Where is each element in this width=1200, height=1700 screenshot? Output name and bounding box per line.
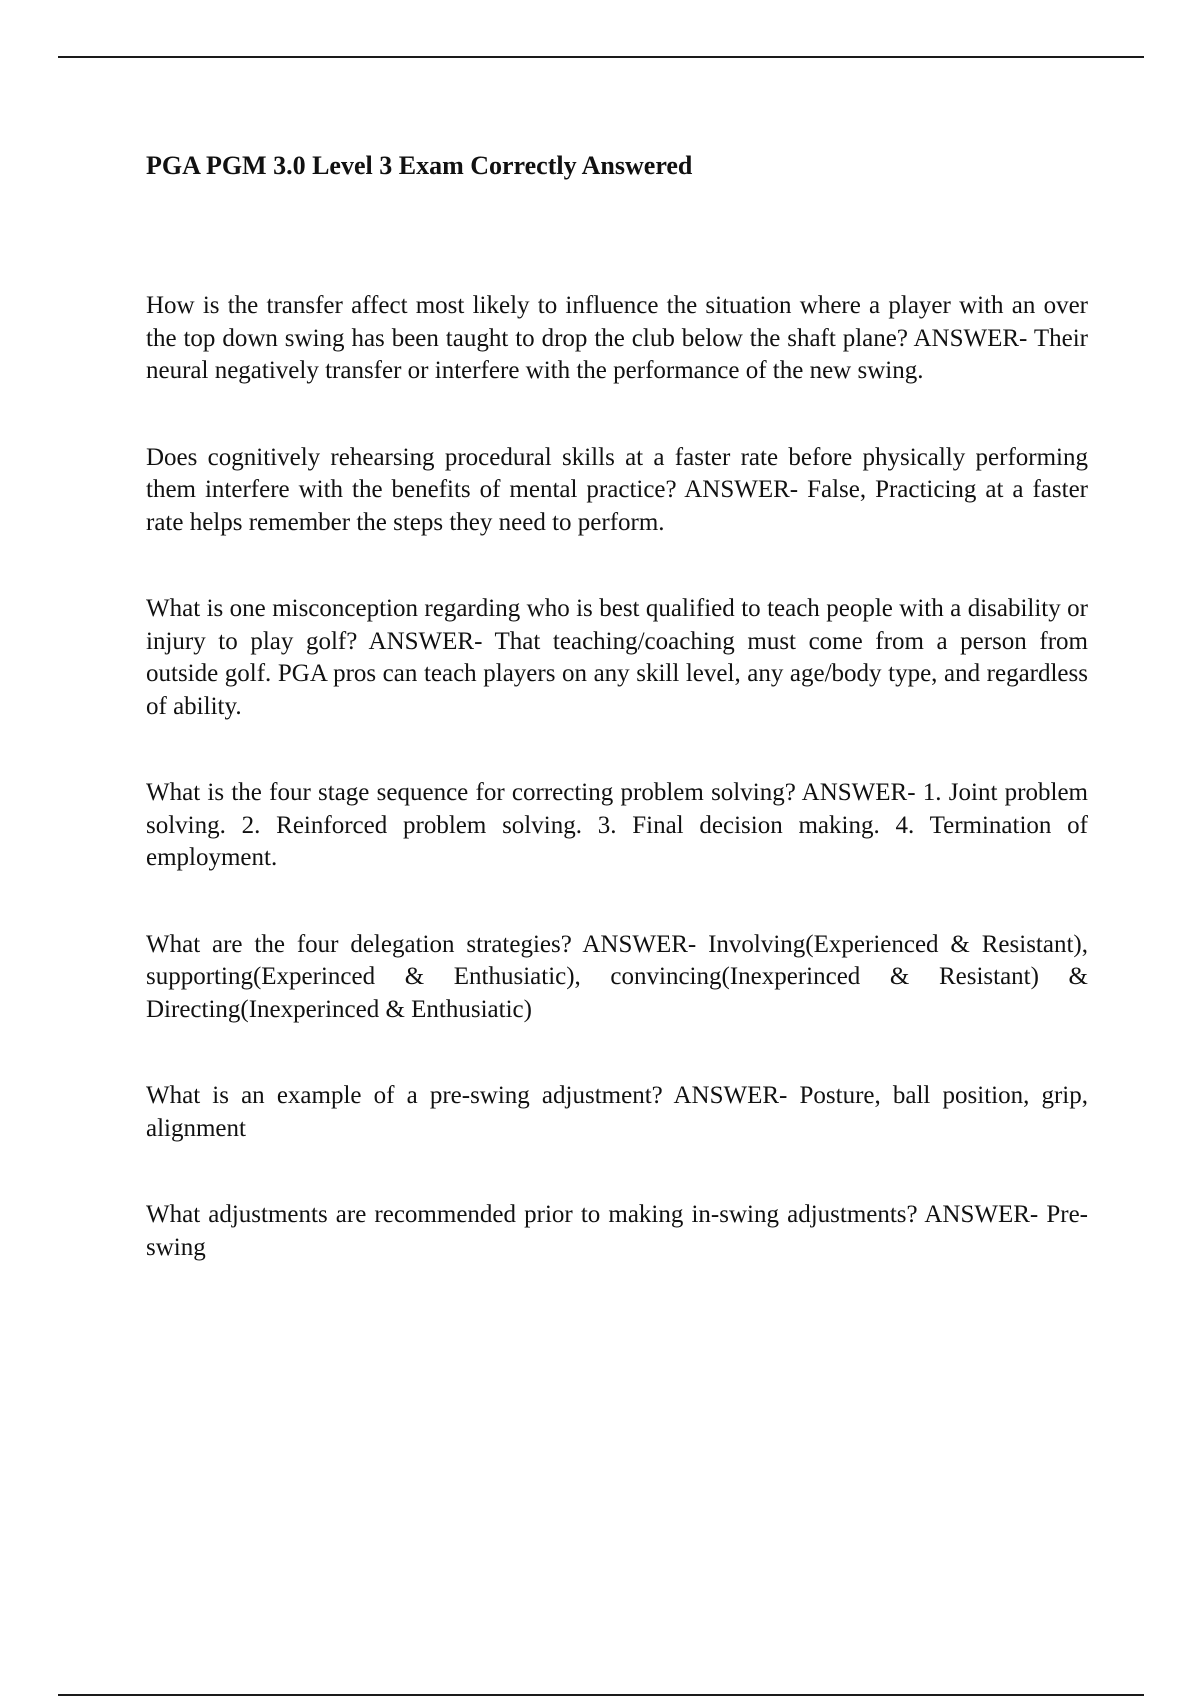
qa-item: Does cognitively rehearsing procedural skills at a faster rate before physically performing them interfere with the benefits of mental practice? ANSWER- False, Practicing at a faster rate helps remember the steps they need to perform. xyxy=(146,443,1088,536)
qa-item: What is an example of a pre-swing adjustment? ANSWER- Posture, ball position, grip, alignment xyxy=(146,1082,1088,1142)
header-rule xyxy=(58,56,1144,58)
qa-item: What adjustments are recommended prior to making in-swing adjustments? ANSWER- Pre-swing xyxy=(146,1201,1088,1261)
document-title: PGA PGM 3.0 Level 3 Exam Correctly Answered xyxy=(146,151,693,180)
qa-item: How is the transfer affect most likely to influence the situation where a player with an over the top down swing has been taught to drop the club below the shaft plane? ANSWER- Their neural negatively transfer or interfere with the performance of the new swing. xyxy=(146,292,1088,384)
qa-item: What is the four stage sequence for correcting problem solving? ANSWER- 1. Joint problem solving. 2. Reinforced problem solving. 3. Final decision making. 4. Termination of employment. xyxy=(146,779,1088,871)
footer-rule xyxy=(58,1694,1144,1696)
qa-item: What are the four delegation strategies? ANSWER- Involving(Experienced & Resistant), supporting(Experinced & Enthusiatic), convincing(Inexperinced & Resistant) & Directing(Inexperinced & Enthusiatic) xyxy=(146,930,1088,1023)
qa-list xyxy=(146,290,1088,1264)
document-body xyxy=(146,150,1088,1318)
qa-item: What is one misconception regarding who is best qualified to teach people with a disability or injury to play golf? ANSWER- That teaching/coaching must come from a person from outside golf. PGA pros can teach players on any skill level, any age/body type, and regardless of ability. xyxy=(146,595,1088,720)
